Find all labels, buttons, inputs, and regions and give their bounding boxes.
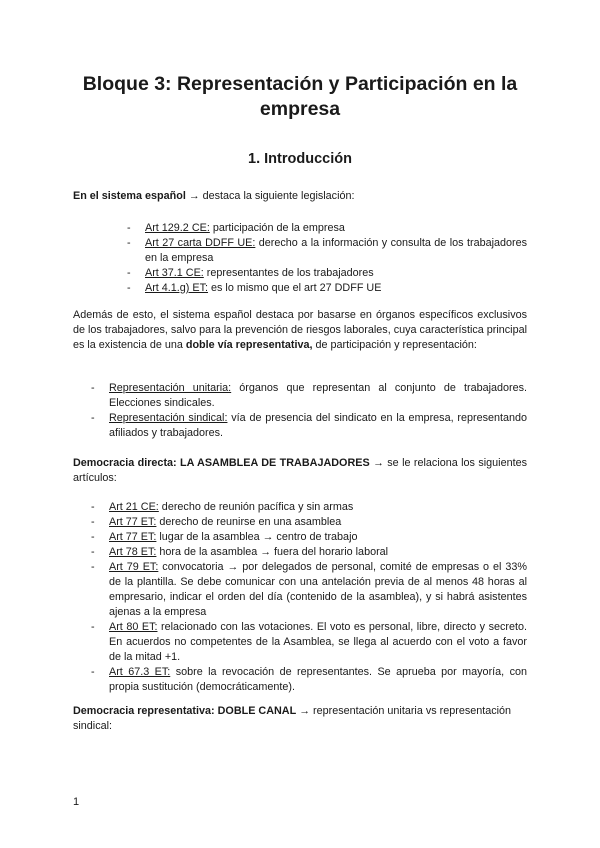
article-text: relacionado con las votaciones. El voto es personal, libre, directo y secreto. En acuerdos no competentes de la Asamblea, se llega al acuerdo con el voto a favor de la mitad +1.: [109, 621, 528, 663]
article-text: convocatoria → por delegados de personal, comité de empresas o el 33% de la plantilla. Se debe comunicar con una antelación previa de al menos 48 horas al empresario, indicar el orden del día (contenido de la asamblea), y si habrá asistentes ajenas a la empresa: [109, 561, 528, 618]
article-text: sobre la revocación de representantes. Se aprueba por mayoría, con propia sustitución (democráticamente).: [109, 666, 527, 693]
representative-democracy-text: → representación unitaria vs representación sindical:: [73, 705, 512, 732]
representation-ref: Representación unitaria:: [109, 382, 232, 394]
article-text: representantes de los trabajadores: [203, 267, 374, 279]
intro-text: → destaca la siguiente legislación:: [185, 190, 355, 202]
intro-paragraph: [73, 189, 527, 204]
article-ref: Art 79 ET:: [109, 561, 159, 573]
article-text: lugar de la asamblea → centro de trabajo: [156, 531, 358, 543]
representation-ref: Representación sindical:: [109, 412, 228, 424]
direct-democracy-bold: Democracia directa: LA ASAMBLEA DE TRABAJADORES: [73, 457, 370, 469]
list-item: [91, 381, 527, 411]
article-ref: Art 78 ET:: [109, 546, 157, 558]
representative-democracy-paragraph: [73, 704, 527, 734]
article-text: es lo mismo que el art 27 DDFF UE: [208, 282, 382, 294]
representation-list: [91, 381, 527, 441]
document-title: [60, 72, 540, 122]
intro-bold: En el sistema español: [73, 190, 186, 202]
article-ref: Art 129.2 CE:: [145, 222, 210, 234]
page-number: 1: [73, 796, 80, 808]
article-text: derecho de reunirse en una asamblea: [156, 516, 342, 528]
list-item: [91, 620, 527, 665]
list-item: [91, 530, 527, 545]
list-item: [127, 266, 527, 281]
article-ref: Art 4.1.g) ET:: [145, 282, 209, 294]
article-ref: Art 27 carta DDFF UE:: [145, 237, 256, 249]
direct-democracy-text: → se le relaciona los siguientes artículos:: [73, 457, 527, 484]
paragraph-text: Además de esto, el sistema español destaca por basarse en órganos específicos exclusivos de los trabajadores, salvo para la prevención de riesgos laborales, cuya característica principal es la existencia de una: [73, 309, 527, 351]
representation-text: órganos que representan al conjunto de trabajadores. Elecciones sindicales.: [109, 382, 527, 409]
article-ref: Art 21 CE:: [109, 501, 159, 513]
direct-articles-list: [91, 500, 527, 695]
double-channel-paragraph: [73, 308, 527, 353]
title-line-2: empresa: [259, 98, 341, 120]
list-item: [91, 545, 527, 560]
legislation-list: [127, 221, 527, 296]
paragraph-text-end: de participación y representación:: [312, 339, 477, 351]
article-ref: Art 77 ET:: [109, 516, 157, 528]
representation-text: vía de presencia del sindicato en la empresa, representando afiliados y trabajadores.: [109, 412, 528, 439]
list-item: [91, 411, 527, 441]
representative-democracy-bold: Democracia representativa: DOBLE CANAL: [73, 705, 297, 717]
article-text: derecho de reunión pacífica y sin armas: [158, 501, 354, 513]
section-heading: 1. Introducción: [248, 151, 352, 167]
article-ref: Art 37.1 CE:: [145, 267, 204, 279]
list-item: [127, 236, 527, 266]
article-text: hora de la asamblea → fuera del horario laboral: [156, 546, 389, 558]
paragraph-bold: doble vía representativa,: [185, 339, 313, 351]
article-text: participación de la empresa: [209, 222, 345, 234]
list-item: [127, 221, 527, 236]
list-item: [91, 515, 527, 530]
article-ref: Art 80 ET:: [109, 621, 158, 633]
list-item: [127, 281, 527, 296]
title-line-1: Bloque 3: Representación y Participación en la: [82, 73, 518, 95]
list-item: [91, 500, 527, 515]
article-text: derecho a la información y consulta de los trabajadores en la empresa: [145, 237, 527, 264]
article-ref: Art 77 ET:: [109, 531, 157, 543]
list-item: [91, 665, 527, 695]
direct-democracy-paragraph: [73, 456, 527, 486]
article-ref: Art 67.3 ET:: [109, 666, 171, 678]
list-item: [91, 560, 527, 620]
